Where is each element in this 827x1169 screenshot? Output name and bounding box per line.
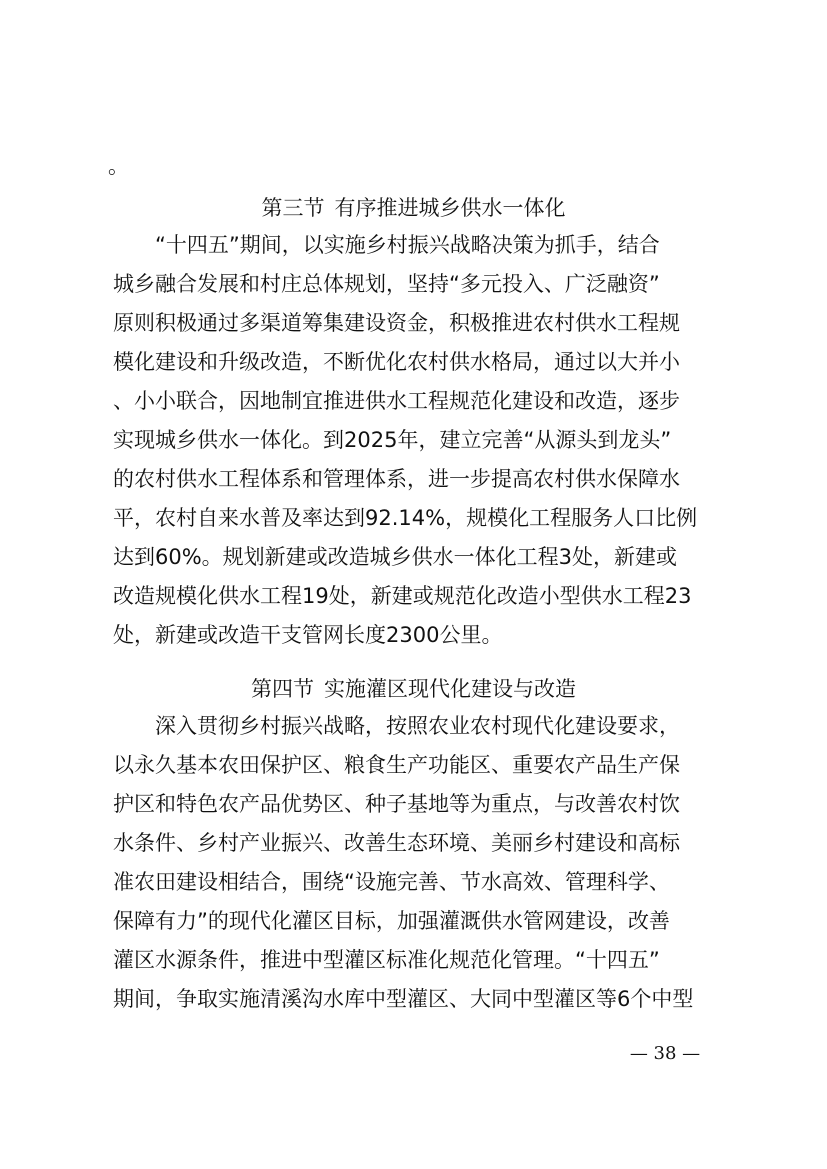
section-title: 有序推进城乡供水一体化 <box>334 196 566 220</box>
paragraph-line: 以永久基本农田保护区、粮食生产功能区、重要农产品生产保 <box>113 753 680 777</box>
paragraph-line: 灌区水源条件，推进中型灌区标准化规范化管理。“十四五” <box>113 948 660 972</box>
paragraph-line: 水条件、乡村产业振兴、改善生态环境、美丽乡村建设和高标 <box>113 831 680 855</box>
section-number: 第四节 <box>251 677 314 701</box>
paragraph-line: 准农田建设相结合，围绕“设施完善、节水高效、管理科学、 <box>113 870 670 894</box>
paragraph-line: 改造规模化供水工程19处，新建或规范化改造小型供水工程23 <box>113 584 692 608</box>
section-number: 第三节 <box>261 196 325 220</box>
paragraph-line: 达到60%。规划新建或改造城乡供水一体化工程3处，新建或 <box>113 545 678 569</box>
paragraph-line: 城乡融合发展和村庄总体规划，坚持“多元投入、广泛融资” <box>113 272 660 296</box>
paragraph-line: 保障有力”的现代化灌区目标，加强灌溉供水管网建设，改善 <box>113 909 670 933</box>
section-title: 实施灌区现代化建设与改造 <box>324 677 576 701</box>
paragraph-line: 的农村供水工程体系和管理体系，进一步提高农村供水保障水 <box>113 467 680 491</box>
paragraph-line: 护区和特色农产品优势区、种子基地等为重点，与改善农村饮 <box>113 792 680 816</box>
section-heading-3 <box>0 190 827 227</box>
paragraph-line: 实现城乡供水一体化。到2025年，建立完善“从源头到龙头” <box>113 428 672 452</box>
paragraph-line: 深入贯彻乡村振兴战略，按照农业农村现代化建设要求， <box>155 714 680 738</box>
paragraph-line: 、小小联合，因地制宜推进供水工程规范化建设和改造，逐步 <box>113 389 680 413</box>
paragraph-line: 原则积极通过多渠道筹集建设资金，积极推进农村供水工程规 <box>113 311 680 335</box>
leading-period: 。 <box>108 154 129 178</box>
paragraph-line: 模化建设和升级改造，不断优化农村供水格局，通过以大并小 <box>113 350 680 374</box>
paragraph-line: 期间，争取实施清溪沟水库中型灌区、大同中型灌区等6个中型 <box>113 987 694 1011</box>
page-number: — 38 — <box>629 1043 701 1064</box>
paragraph-line: 处，新建或改造干支管网长度2300公里。 <box>113 623 503 647</box>
paragraph-line: 平，农村自来水普及率达到92.14%，规模化工程服务人口比例 <box>113 506 698 530</box>
section-heading-4 <box>0 671 827 708</box>
paragraph-line: “十四五”期间，以实施乡村振兴战略决策为抓手，结合 <box>155 233 660 257</box>
